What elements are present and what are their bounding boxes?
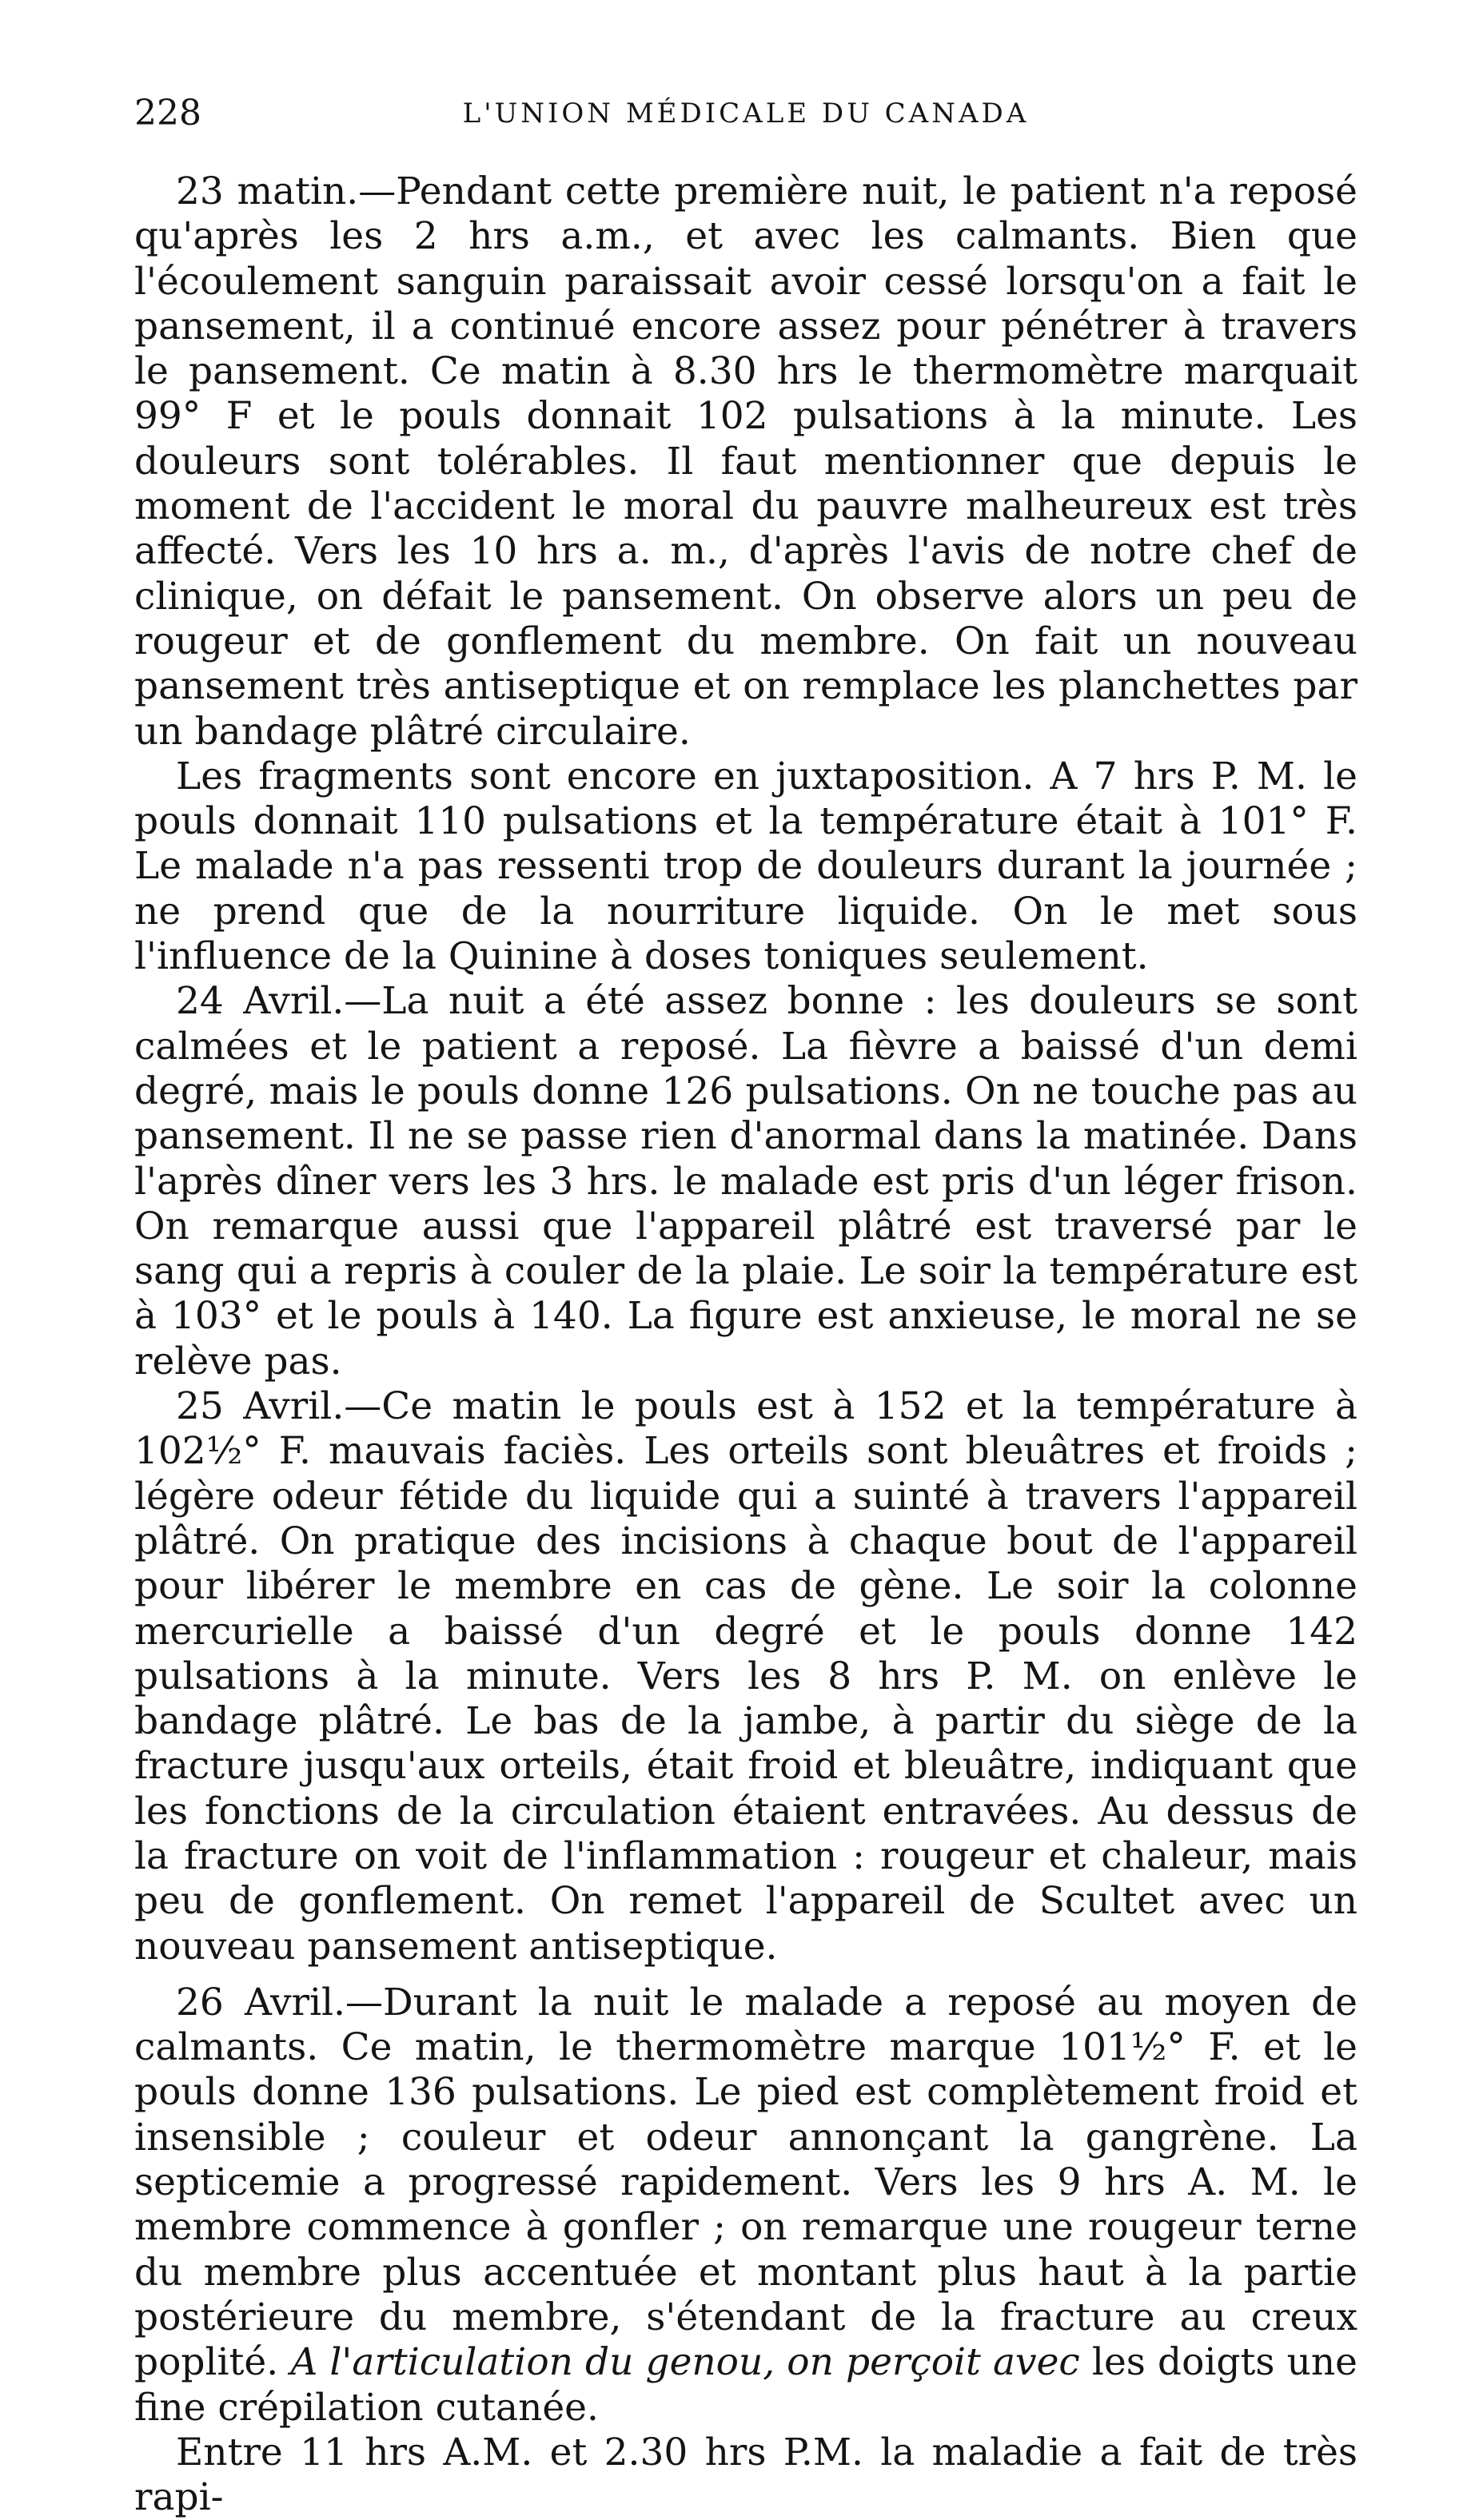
- paragraph-fragments: Les fragments sont encore en juxtaposition. A 7 hrs P. M. le pouls donnait 110 pulsations et la température était à 101° F. Le malade n'a pas ressenti trop de douleurs durant la journée ; ne prend que de la nourriture liquide. On le met sous l'influence de la Quinine à doses toniques seulement.: [134, 754, 1357, 979]
- paragraph-25-avril: 25 Avril.—Ce matin le pouls est à 152 et la température à 102½° F. mauvais faciès. Les orteils sont bleuâtres et froids ; légère odeur fétide du liquide qui a suinté à travers l'appareil plâtré. On pratique des incisions à chaque bout de l'appareil pour libérer le membre en cas de gène. Le soir la colonne mercurielle a baissé d'un degré et le pouls donne 142 pulsations à la minute. Vers les 8 hrs P. M. on enlève le bandage plâtré. Le bas de la jambe, à partir du siège de la fracture jusqu'aux orteils, était froid et bleuâtre, indiquant que les fonctions de la circulation étaient entravées. Au dessus de la fracture on voit de l'inflammation : rougeur et chaleur, mais peu de gonflement. On remet l'appareil de Scultet avec un nouveau pansement antiseptique.: [134, 1384, 1357, 1969]
- body-text: [134, 169, 1357, 2520]
- journal-title: L'UNION MÉDICALE DU CANADA: [462, 98, 1030, 129]
- running-head: [134, 90, 1357, 137]
- paragraph-26-avril-italic: A l'articulation du genou, on perçoit avec: [290, 2340, 1080, 2385]
- paragraph-26-avril-end: les doigts une fine crépilation cutanée.: [134, 2340, 1357, 2430]
- paragraph-26-avril: [134, 1981, 1357, 2430]
- paragraph-26-avril-text: 26 Avril.—Durant la nuit le malade a reposé au moyen de calmants. Ce matin, le thermomètre marque 101½° F. et le pouls donne 136 pulsations. Le pied est complètement froid et insensible ; couleur et odeur annonçant la gangrène. La septicemie a progressé rapidement. Vers les 9 hrs A. M. le membre commence à gonfler ; on remarque une rougeur terne du membre plus accentuée et montant plus haut à la partie postérieure du membre, s'étendant de la fracture au creux poplité.: [134, 1980, 1357, 2385]
- paragraph-23-matin: 23 matin.—Pendant cette première nuit, le patient n'a reposé qu'après les 2 hrs a.m., et avec les calmants. Bien que l'écoulement sanguin paraissait avoir cessé lorsqu'on a fait le pansement, il a continué encore assez pour pénétrer à travers le pansement. Ce matin à 8.30 hrs le thermomètre marquait 99° F et le pouls donnait 102 pulsations à la minute. Les douleurs sont tolérables. Il faut mentionner que depuis le moment de l'accident le moral du pauvre malheureux est très affecté. Vers les 10 hrs a. m., d'après l'avis de notre chef de clinique, on défait le pansement. On observe alors un peu de rougeur et de gonflement du membre. On fait un nouveau pansement très antiseptique et on remplace les planchettes par un bandage plâtré circulaire.: [134, 169, 1357, 754]
- page-number: 228: [134, 93, 201, 133]
- paragraph-24-avril: 24 Avril.—La nuit a été assez bonne : les douleurs se sont calmées et le patient a reposé. La fièvre a baissé d'un demi degré, mais le pouls donne 126 pulsations. On ne touche pas au pansement. Il ne se passe rien d'anormal dans la matinée. Dans l'après dîner vers les 3 hrs. le malade est pris d'un léger frison. On remarque aussi que l'appareil plâtré est traversé par le sang qui a repris à couler de la plaie. Le soir la température est à 103° et le pouls à 140. La figure est anxieuse, le moral ne se relève pas.: [134, 979, 1357, 1383]
- paragraph-entre: Entre 11 hrs A.M. et 2.30 hrs P.M. la maladie a fait de très rapi-: [134, 2430, 1357, 2520]
